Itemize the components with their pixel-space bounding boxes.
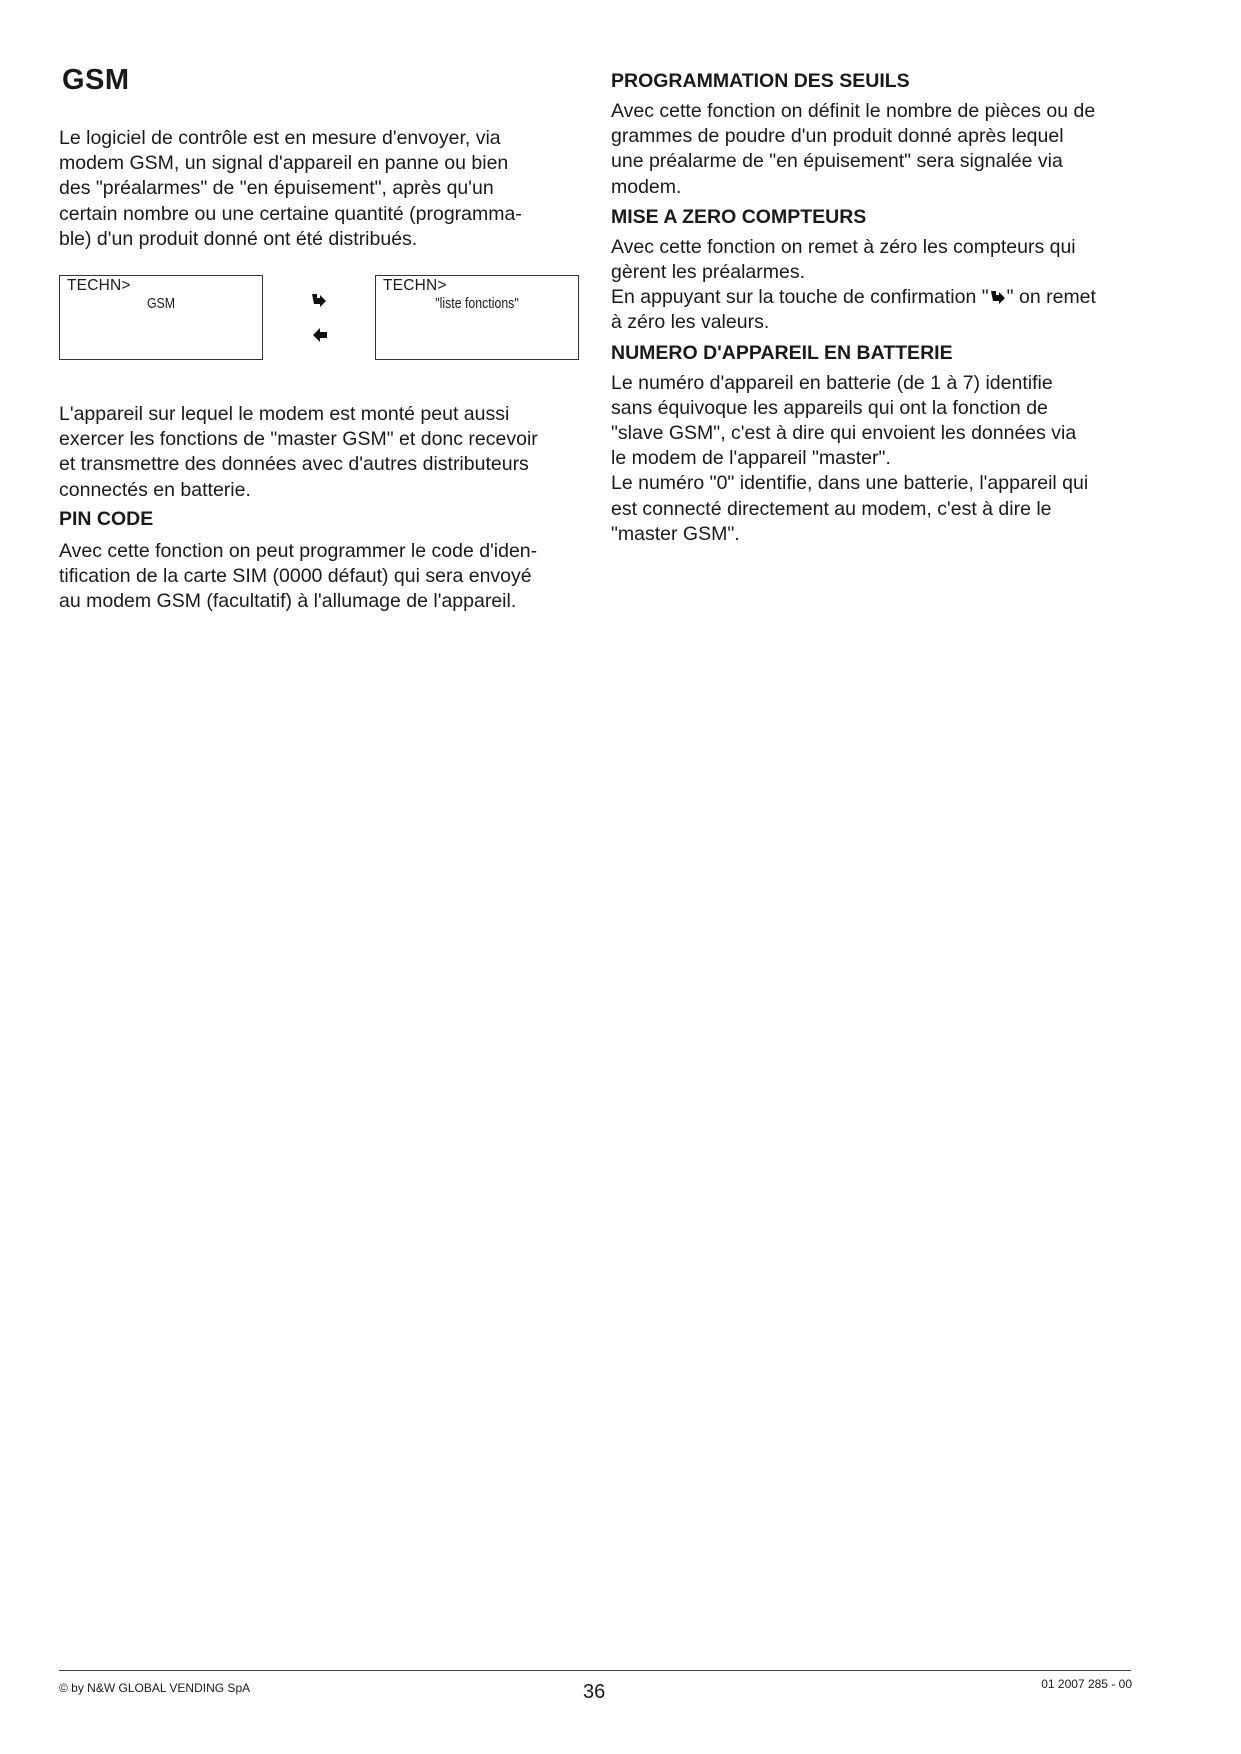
zero-heading: MISE A ZERO COMPTEURS bbox=[611, 205, 867, 228]
batterie-line: "slave GSM", c'est à dire qui envoient les données via bbox=[611, 422, 1077, 445]
display-line-2: "liste fonctions" bbox=[435, 296, 519, 312]
intro-line: modem GSM, un signal d'appareil en panne ou bien bbox=[59, 152, 509, 175]
batterie-line: sans équivoque les appareils qui ont la fonction de bbox=[611, 396, 1048, 419]
master-line: exercer les fonctions de "master GSM" et donc recevoir bbox=[59, 428, 538, 451]
page-title: GSM bbox=[62, 64, 130, 96]
pin-code-heading: PIN CODE bbox=[59, 508, 154, 530]
batterie-line: "master GSM". bbox=[611, 522, 740, 545]
confirm-key-icon bbox=[989, 289, 1007, 305]
seuils-line: Avec cette fonction on définit le nombre de pièces ou de bbox=[611, 100, 1096, 122]
pin-line: au modem GSM (facultatif) à l'allumage de l'appareil. bbox=[59, 590, 517, 613]
master-paragraph bbox=[59, 402, 589, 503]
seuils-line: modem. bbox=[611, 175, 682, 198]
back-arrow-icon bbox=[311, 326, 329, 344]
batterie-heading: NUMERO D'APPAREIL EN BATTERIE bbox=[611, 341, 953, 364]
master-line: connectés en batterie. bbox=[59, 478, 251, 501]
confirm-arrow-icon bbox=[310, 291, 328, 309]
display-line-1: TECHN> bbox=[383, 277, 447, 294]
master-line: L'appareil sur lequel le modem est monté peut aussi bbox=[59, 403, 510, 425]
display-gsm bbox=[59, 275, 263, 360]
pin-line: tification de la carte SIM (0000 défaut) qui sera envoyé bbox=[59, 565, 532, 588]
seuils-line: grammes de poudre d'un produit donné après lequel bbox=[611, 125, 1064, 148]
seuils-heading: PROGRAMMATION DES SEUILS bbox=[611, 70, 910, 92]
document-code: 01 2007 285 - 00 bbox=[1041, 1677, 1132, 1691]
footer-divider bbox=[59, 1670, 1131, 1671]
batterie-line: Le numéro d'appareil en batterie (de 1 à 7) identifie bbox=[611, 371, 1053, 394]
page-number: 36 bbox=[583, 1681, 606, 1703]
intro-line: ble) d'un produit donné ont été distribués. bbox=[59, 227, 418, 250]
pin-code-section bbox=[59, 507, 589, 615]
display-line-1: TECHN> bbox=[67, 277, 131, 294]
batterie-line: Le numéro "0" identifie, dans une batterie, l'appareil qui bbox=[611, 472, 1089, 495]
intro-line: Le logiciel de contrôle est en mesure d'envoyer, via bbox=[59, 127, 501, 149]
batterie-line: est connecté directement au modem, c'est à dire le bbox=[611, 497, 1052, 520]
zero-line: Avec cette fonction on remet à zéro les compteurs qui bbox=[611, 235, 1076, 258]
confirm-line bbox=[611, 285, 1141, 310]
display-liste-fonctions bbox=[375, 275, 579, 360]
intro-line: certain nombre ou une certaine quantité (programma- bbox=[59, 202, 522, 225]
right-column bbox=[611, 69, 1141, 547]
intro-line: des "préalarmes" de "en épuisement", après qu'un bbox=[59, 177, 494, 200]
confirm-text-after: " on remet bbox=[1006, 286, 1096, 309]
intro-paragraph bbox=[59, 126, 589, 252]
pin-line: Avec cette fonction on peut programmer le code d'iden- bbox=[59, 540, 538, 562]
zero-line: gèrent les préalarmes. bbox=[611, 261, 806, 284]
confirm-text-before: En appuyant sur la touche de confirmation " bbox=[611, 286, 989, 309]
footer-copyright: © by N&W GLOBAL VENDING SpA bbox=[59, 1681, 251, 1695]
batterie-line: le modem de l'appareil "master". bbox=[611, 447, 891, 470]
master-line: et transmettre des données avec d'autres distributeurs bbox=[59, 453, 529, 476]
seuils-line: une préalarme de "en épuisement" sera signalée via bbox=[611, 150, 1063, 173]
display-line-2: GSM bbox=[146, 296, 176, 312]
confirm-line-2: à zéro les valeurs. bbox=[611, 311, 770, 334]
